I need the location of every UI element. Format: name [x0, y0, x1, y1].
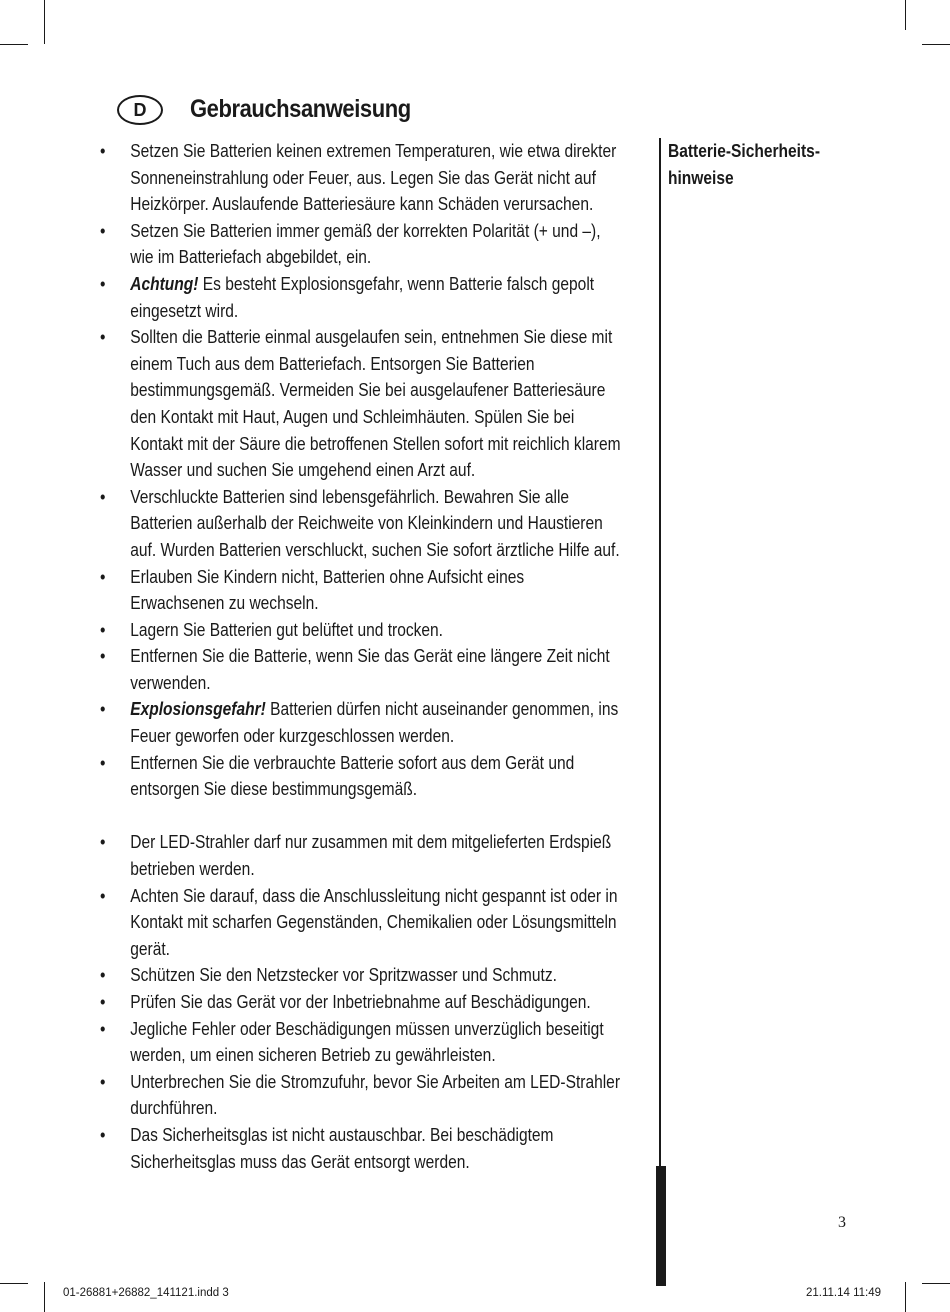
warning-emphasis: Explosionsgefahr! [130, 698, 266, 720]
crop-mark [44, 1282, 45, 1312]
thumb-tab-bar [656, 1166, 666, 1286]
list-item-text: Verschluckte Batterien sind lebensgefährlich. Bewahren Sie alle Batterien außerhalb der Reichweite von Kleinkindern und Haustieren auf. Wurden Batterien verschluckt, suchen Sie sofort ärztliche Hilfe auf. [130, 485, 620, 560]
list-item-text: Prüfen Sie das Gerät vor der Inbetriebnahme auf Beschädigungen. [130, 991, 591, 1012]
list-item-text: Das Sicherheitsglas ist nicht austauschbar. Bei beschädigtem Sicherheitsglas muss das Gerät entsorgt werden. [130, 1123, 554, 1172]
device-safety-list [100, 829, 621, 1175]
side-heading [668, 138, 886, 191]
list-item [100, 883, 621, 963]
print-slug-date: 21.11.14 11:49 [806, 1287, 882, 1299]
list-item-text: Der LED-Strahler darf nur zusammen mit dem mitgelieferten Erdspieß betrieben werden. [130, 831, 612, 880]
list-item [100, 1069, 621, 1122]
list-item [100, 750, 621, 803]
language-badge: D [117, 95, 163, 125]
list-item-text: Schützen Sie den Netzstecker vor Spritzwasser und Schmutz. [130, 964, 557, 986]
side-heading-line: Batterie-Sicherheits- [668, 140, 821, 161]
crop-mark [0, 44, 28, 45]
main-content [100, 138, 621, 1175]
list-item [100, 1016, 621, 1069]
list-item [100, 564, 621, 617]
list-item [100, 696, 621, 749]
list-item-text: Setzen Sie Batterien immer gemäß der korrekten Polarität (+ und –), wie im Batteriefach abgebildet, ein. [130, 219, 601, 268]
print-slug-file: 01-26881+26882_141121.indd 3 [63, 1287, 229, 1299]
list-item-text: Lagern Sie Batterien gut belüftet und trocken. [130, 618, 443, 640]
list-item-text: Entfernen Sie die Batterie, wenn Sie das Gerät eine längere Zeit nicht verwenden. [130, 645, 610, 693]
list-item [100, 218, 621, 271]
list-item-text: Erlauben Sie Kindern nicht, Batterien ohne Aufsicht eines Erwachsenen zu wechseln. [130, 565, 525, 614]
list-item-text: Es besteht Explosionsgefahr, wenn Batterie falsch gepolt eingesetzt wird. [130, 272, 595, 321]
crop-mark [922, 1283, 950, 1284]
crop-mark [0, 1283, 28, 1284]
warning-emphasis: Achtung! [130, 272, 199, 294]
list-item-text: Achten Sie darauf, dass die Anschlussleitung nicht gespannt ist oder in Kontakt mit scharfen Gegenständen, Chemikalien oder Lösungsmitteln gerät. [130, 884, 618, 959]
list-item [100, 962, 621, 989]
crop-mark [905, 1282, 906, 1312]
list-item [100, 138, 621, 218]
list-item-text: Unterbrechen Sie die Stromzufuhr, bevor Sie Arbeiten am LED-Strahler durchführen. [130, 1070, 620, 1119]
list-item-text: Setzen Sie Batterien keinen extremen Temperaturen, wie etwa direkter Sonneneinstrahlung oder Feuer, aus. Legen Sie das Gerät nicht auf Heizkörper. Auslaufende Batteriesäure kann Schäden verursachen. [130, 140, 617, 215]
list-item-text: Batterien dürfen nicht auseinander genommen, ins Feuer geworfen oder kurzgeschlossen werden. [130, 698, 619, 747]
list-item-text: Jegliche Fehler oder Beschädigungen müssen unverzüglich beseitigt werden, um einen sicheren Betrieb zu gewährleisten. [130, 1017, 604, 1066]
list-item [100, 989, 621, 1016]
crop-mark [905, 0, 906, 30]
list-item-text: Sollten die Batterie einmal ausgelaufen sein, entnehmen Sie diese mit einem Tuch aus dem Batteriefach. Entsorgen Sie Batterien bestimmungsgemäß. Vermeiden Sie bei ausgelaufener Batteriesäure den Kontakt mit Haut, Augen und Schleimhäuten. Spülen Sie bei Kontakt mit der Säure die betroffenen Stellen sofort mit reichlich klarem Wasser und suchen Sie umgehend einen Arzt auf. [130, 326, 621, 481]
column-divider [659, 138, 661, 1168]
page-number: 3 [838, 1214, 846, 1231]
side-heading-line: hinweise [668, 166, 734, 188]
list-item [100, 1122, 621, 1175]
list-item [100, 324, 621, 484]
list-item [100, 271, 621, 324]
list-item [100, 829, 621, 882]
list-item-text: Entfernen Sie die verbrauchte Batterie sofort aus dem Gerät und entsorgen Sie diese bestimmungsgemäß. [130, 751, 575, 800]
list-item [100, 643, 621, 696]
list-item [100, 617, 621, 644]
battery-safety-list [100, 138, 621, 803]
page-title: Gebrauchsanweisung [190, 95, 411, 123]
crop-mark [44, 0, 45, 44]
crop-mark [922, 44, 950, 45]
list-item [100, 484, 621, 564]
